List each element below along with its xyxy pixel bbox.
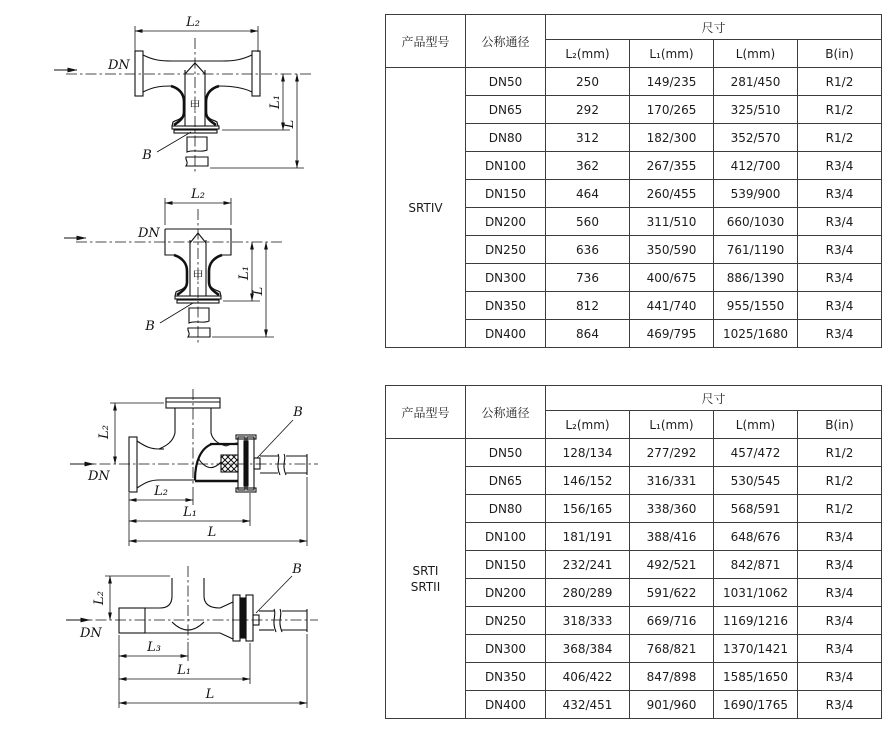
cell: R3/4 — [798, 663, 882, 691]
cell: DN100 — [466, 523, 546, 551]
dim-label-l1: L₁ — [268, 95, 283, 109]
cell: 955/1550 — [714, 292, 798, 320]
cell: 1690/1765 — [714, 691, 798, 719]
col-header-l2: L₂(mm) — [546, 411, 630, 439]
col-header-l: L(mm) — [714, 40, 798, 68]
cell: 1585/1650 — [714, 663, 798, 691]
cell: 388/416 — [630, 523, 714, 551]
cell: R3/4 — [798, 264, 882, 292]
col-header-l1: L₁(mm) — [630, 411, 714, 439]
cell: 568/591 — [714, 495, 798, 523]
cell: 146/152 — [546, 467, 630, 495]
cell: DN200 — [466, 579, 546, 607]
cell: 901/960 — [630, 691, 714, 719]
cell: 812 — [546, 292, 630, 320]
dn-label: DN — [108, 58, 130, 73]
cell: 281/450 — [714, 68, 798, 96]
cell: R3/4 — [798, 152, 882, 180]
drawing-welded-tee-side — [60, 558, 360, 726]
cell: DN400 — [466, 320, 546, 348]
col-header-dn: 公称通径 — [466, 15, 546, 68]
cell: 260/455 — [630, 180, 714, 208]
col-header-b: B(in) — [798, 411, 882, 439]
model-line: SRTI — [412, 563, 439, 578]
cell: 267/355 — [630, 152, 714, 180]
dim-label-l2-branch: L₂ — [92, 591, 107, 605]
cell: 539/900 — [714, 180, 798, 208]
col-header-model: 产品型号 — [386, 386, 466, 439]
cell: DN350 — [466, 663, 546, 691]
cell: R3/4 — [798, 320, 882, 348]
cell: 406/422 — [546, 663, 630, 691]
col-header-dn: 公称通径 — [466, 386, 546, 439]
dim-label-l: L — [282, 119, 297, 129]
cell: 292 — [546, 96, 630, 124]
col-header-size: 尺寸 — [546, 15, 882, 40]
cell: R1/2 — [798, 124, 882, 152]
cell: DN300 — [466, 264, 546, 292]
cell: 316/331 — [630, 467, 714, 495]
cell: 181/191 — [546, 523, 630, 551]
cell: R3/4 — [798, 579, 882, 607]
cell: R3/4 — [798, 208, 882, 236]
cell: DN400 — [466, 691, 546, 719]
cell: DN150 — [466, 180, 546, 208]
cell: 318/333 — [546, 607, 630, 635]
cell: 768/821 — [630, 635, 714, 663]
cell: 368/384 — [546, 635, 630, 663]
cell: 560 — [546, 208, 630, 236]
cell: R3/4 — [798, 523, 882, 551]
cell: DN80 — [466, 495, 546, 523]
cell: 457/472 — [714, 439, 798, 467]
cell: 338/360 — [630, 495, 714, 523]
cell: 492/521 — [630, 551, 714, 579]
cell: 761/1190 — [714, 236, 798, 264]
model-cell — [386, 68, 466, 348]
cell: 1169/1216 — [714, 607, 798, 635]
dim-label-l1: L₁ — [237, 266, 252, 280]
cell: 182/300 — [630, 124, 714, 152]
dim-label-l: L — [251, 286, 266, 296]
dim-label-b: B — [293, 405, 303, 420]
col-header-l2: L₂(mm) — [546, 40, 630, 68]
cell: DN250 — [466, 236, 546, 264]
model-line: SRTII — [410, 579, 441, 594]
cell: 1031/1062 — [714, 579, 798, 607]
drawing-flanged-tee-side — [60, 385, 360, 565]
cell: 280/289 — [546, 579, 630, 607]
cell: 128/134 — [546, 439, 630, 467]
cell: 591/622 — [630, 579, 714, 607]
cell: 352/570 — [714, 124, 798, 152]
cell: R1/2 — [798, 68, 882, 96]
cell: R1/2 — [798, 467, 882, 495]
cell: DN65 — [466, 96, 546, 124]
dim-label-l1: L₁ — [183, 505, 197, 520]
cell: 432/451 — [546, 691, 630, 719]
cell: 530/545 — [714, 467, 798, 495]
dim-label-l2-branch: L₂ — [97, 425, 112, 439]
col-header-model: 产品型号 — [386, 15, 466, 68]
cell: DN300 — [466, 635, 546, 663]
cell: 736 — [546, 264, 630, 292]
dim-label-b: B — [145, 319, 155, 334]
drawing-flanged-tee-front — [50, 8, 330, 180]
cell: 250 — [546, 68, 630, 96]
body-mark: 甲 — [192, 269, 204, 282]
spec-table-srtiv — [385, 14, 882, 348]
cell: 232/241 — [546, 551, 630, 579]
cell: 636 — [546, 236, 630, 264]
cell: 469/795 — [630, 320, 714, 348]
cell: 277/292 — [630, 439, 714, 467]
dim-label-l2-run: L₂ — [154, 484, 168, 499]
dim-label-l1: L₁ — [177, 663, 191, 678]
cell: DN350 — [466, 292, 546, 320]
dn-label: DN — [80, 626, 102, 641]
spec-table-srti-srtii — [385, 385, 882, 719]
body-mark: 甲 — [189, 99, 201, 112]
dn-label: DN — [138, 226, 160, 241]
cell: 847/898 — [630, 663, 714, 691]
cell: 1025/1680 — [714, 320, 798, 348]
cell: 669/716 — [630, 607, 714, 635]
cell: R3/4 — [798, 635, 882, 663]
col-header-b: B(in) — [798, 40, 882, 68]
cell: 464 — [546, 180, 630, 208]
dn-label: DN — [88, 469, 110, 484]
model-cell — [386, 439, 466, 719]
cell: R3/4 — [798, 691, 882, 719]
cell: 886/1390 — [714, 264, 798, 292]
cell: 312 — [546, 124, 630, 152]
table-row — [386, 68, 882, 96]
cell: DN65 — [466, 467, 546, 495]
dim-label-l3: L₃ — [147, 640, 161, 655]
cell: R3/4 — [798, 607, 882, 635]
cell: R3/4 — [798, 236, 882, 264]
cell: 660/1030 — [714, 208, 798, 236]
dim-label-l: L — [207, 525, 217, 540]
dim-label-b: B — [292, 562, 302, 577]
model-line: SRTIV — [408, 200, 443, 215]
cell: DN50 — [466, 68, 546, 96]
cell: DN150 — [466, 551, 546, 579]
dim-label-b: B — [142, 148, 152, 163]
cell: DN50 — [466, 439, 546, 467]
col-header-l: L(mm) — [714, 411, 798, 439]
col-header-size: 尺寸 — [546, 386, 882, 411]
cell: DN250 — [466, 607, 546, 635]
cell: 350/590 — [630, 236, 714, 264]
cell: 149/235 — [630, 68, 714, 96]
cell: 412/700 — [714, 152, 798, 180]
cell: 441/740 — [630, 292, 714, 320]
cell: 842/871 — [714, 551, 798, 579]
dim-label-l: L — [205, 687, 215, 702]
cell: 170/265 — [630, 96, 714, 124]
cell: 1370/1421 — [714, 635, 798, 663]
cell: R1/2 — [798, 96, 882, 124]
cell: R1/2 — [798, 495, 882, 523]
cell: 325/510 — [714, 96, 798, 124]
cell: DN80 — [466, 124, 546, 152]
drawing-welded-tee-front — [60, 185, 300, 353]
cell: 864 — [546, 320, 630, 348]
cell: R3/4 — [798, 551, 882, 579]
dim-label-l2: L₂ — [191, 187, 205, 202]
cell: DN100 — [466, 152, 546, 180]
cell: 648/676 — [714, 523, 798, 551]
cell: 156/165 — [546, 495, 630, 523]
cell: R1/2 — [798, 439, 882, 467]
dim-label-l2: L₂ — [186, 15, 200, 30]
cell: R3/4 — [798, 180, 882, 208]
cell: R3/4 — [798, 292, 882, 320]
cell: 400/675 — [630, 264, 714, 292]
cell: DN200 — [466, 208, 546, 236]
cell: 311/510 — [630, 208, 714, 236]
cell: 362 — [546, 152, 630, 180]
table-row — [386, 439, 882, 467]
col-header-l1: L₁(mm) — [630, 40, 714, 68]
